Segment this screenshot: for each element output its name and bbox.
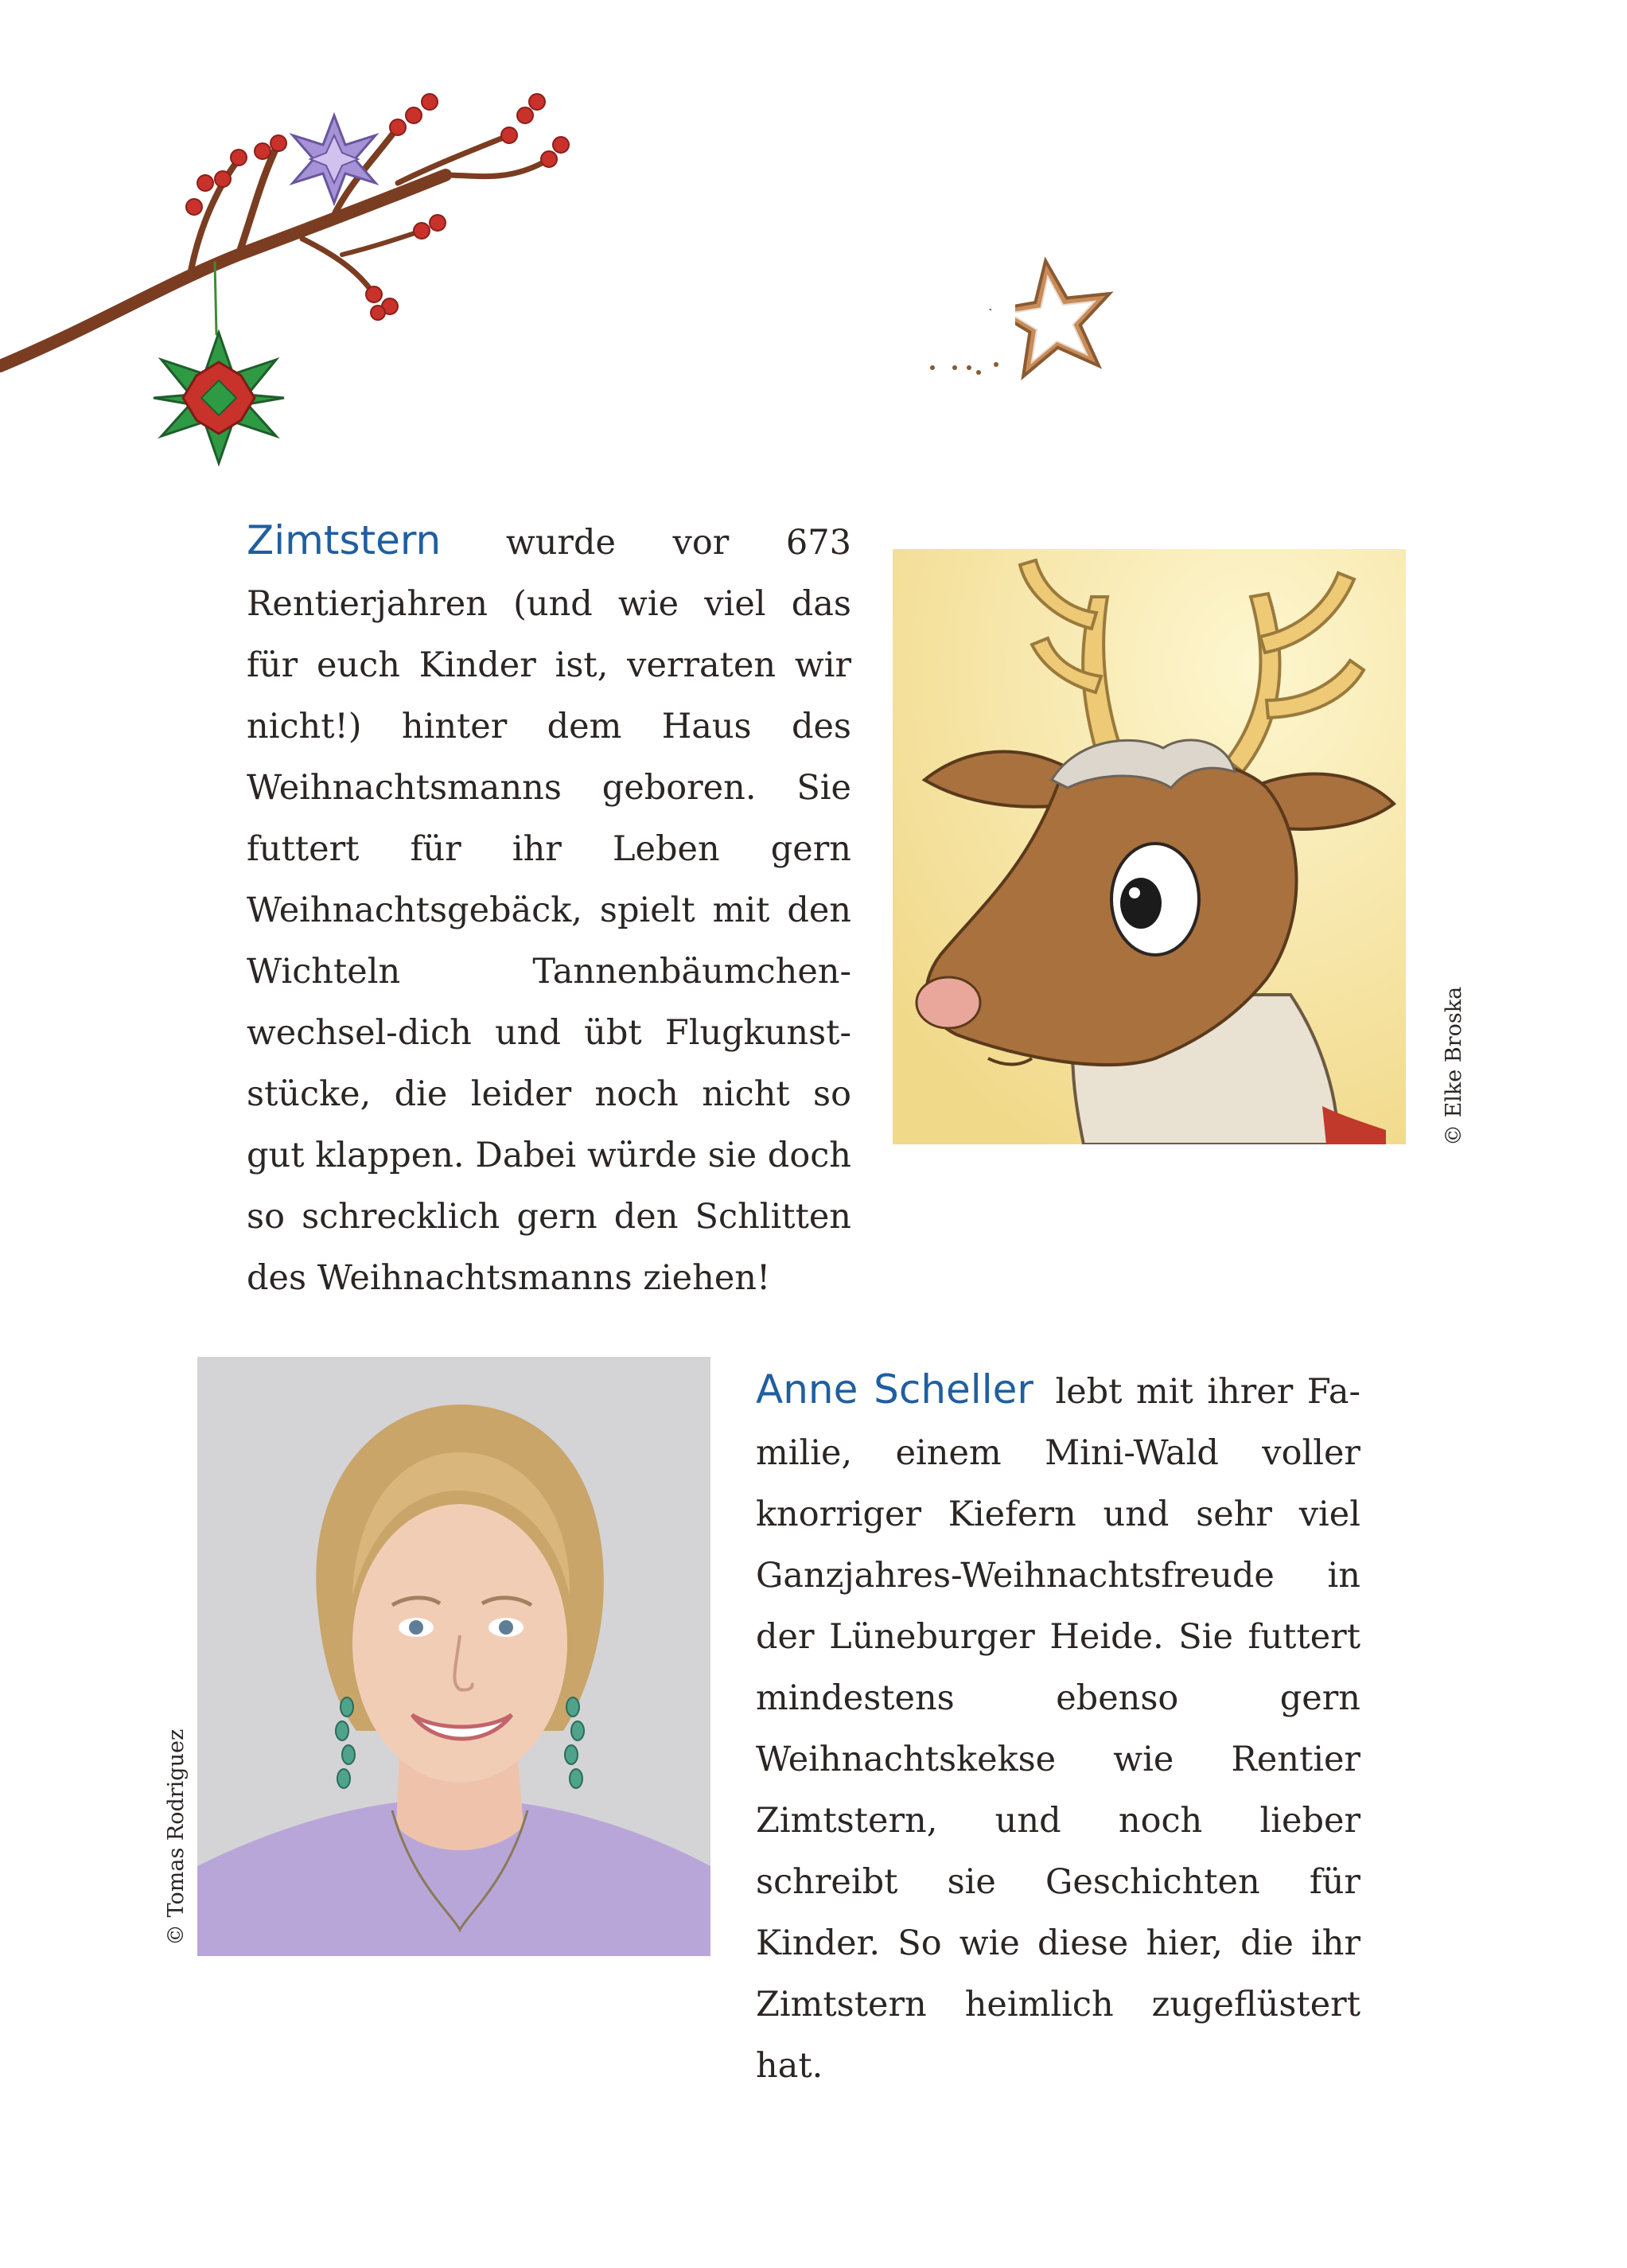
author-bio-text: lebt mit ihrer Familie, einem Mini-Wald voller knorriger Kiefern und sehr viel Ganzjahres-Weihnachtsfreude in der Lüneburger Heide. Sie futtert mindestens ebenso gern Weihnachtskekse wie Rentier Zimtstern, und noch lieber schreibt sie Geschichten für Kinder. So wie diese hier, die ihr Zimtstern heimlich zugeflüstert hat. [756,1372,1360,2086]
author-photo-credit: © Tomas Rodriguez [164,1728,189,1946]
author-photo [197,1357,710,1956]
branch-illustration [0,72,573,485]
reindeer-name: Zimtstern [247,517,442,563]
reindeer-illustration [893,549,1406,1144]
reindeer-bio-text: wurde vor 673 Rentierjahren (und wie viel das für euch Kinder ist, verraten wir nicht!) hinter dem Haus des Weihnachtsmanns geboren. Sie futtert für ihr Leben gern Weihnachtsgebäck, spielt mit den Wichteln Tannenbäumchenwechsel-dich und übt Flugkunststücke, die leider noch nicht so gut klappen. Dabei würde sie doch so schrecklich gern den Schlitten des Weihnachtsmanns ziehen! [247,523,851,1298]
cookie-illustration [923,247,1130,406]
author-name: Anne Scheller [756,1366,1033,1413]
reindeer-bio [247,510,851,1309]
reindeer-credit: © Elke Broska [1442,986,1466,1146]
author-bio [756,1359,1360,2097]
